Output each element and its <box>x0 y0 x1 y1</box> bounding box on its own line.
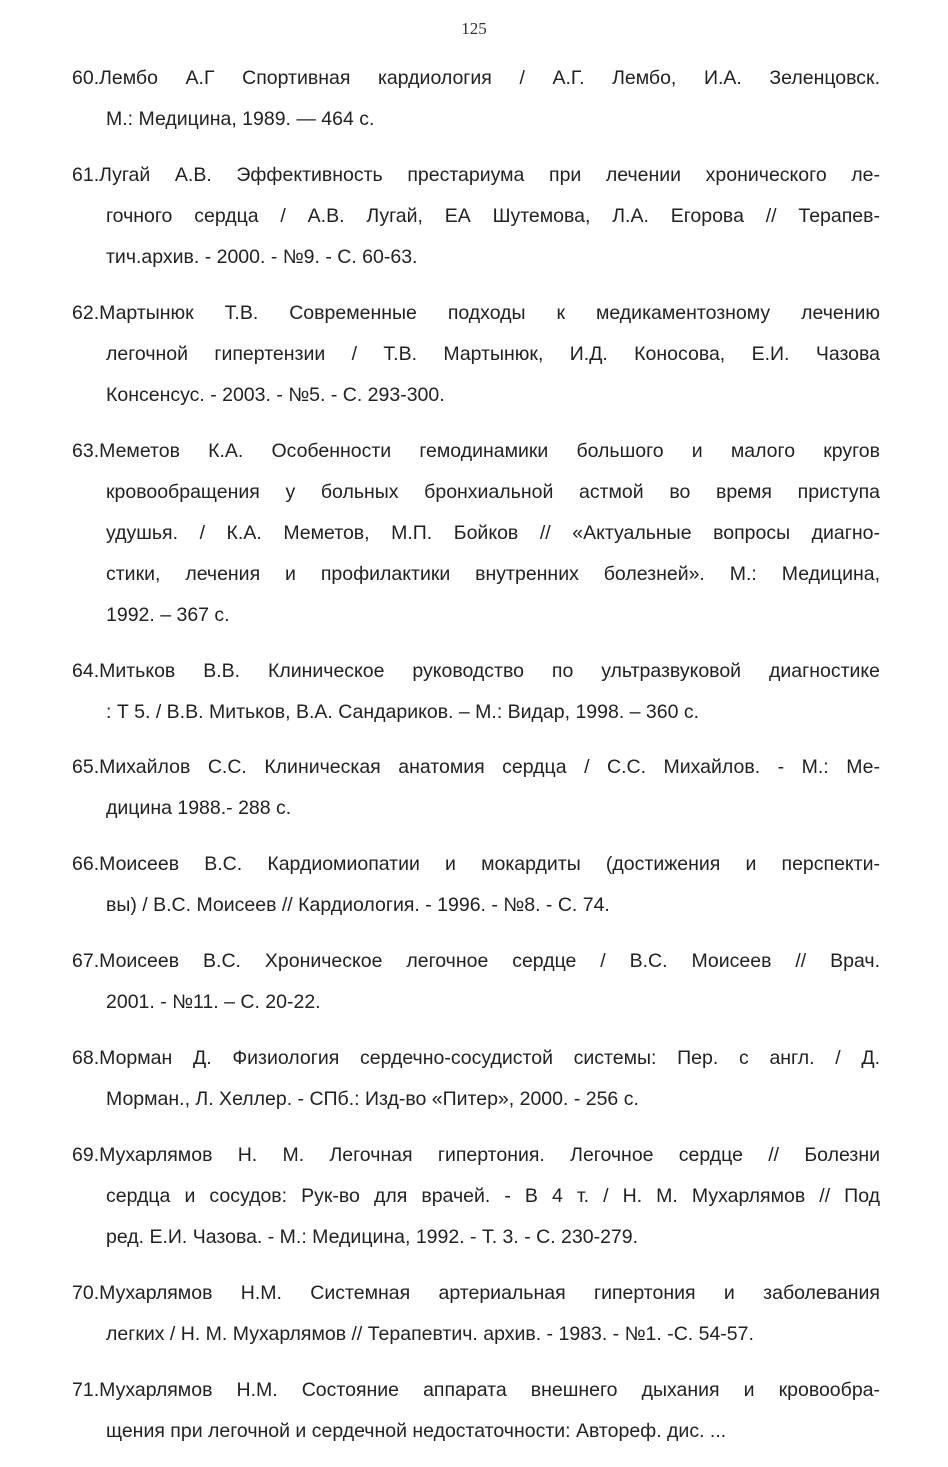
reference-line: 70.Мухарлямов Н.М. Системная артериальная гипертония и заболевания <box>72 1281 880 1304</box>
reference-line: Консенсус. - 2003. - №5. - С. 293-300. <box>106 383 445 406</box>
reference-line: 61.Лугай А.В. Эффективность престариума при лечении хронического ле- <box>72 163 880 186</box>
reference-item <box>72 941 880 1023</box>
reference-line: 69.Мухарлямов Н. М. Легочная гипертония. Легочное сердце // Болезни <box>72 1144 880 1167</box>
reference-item <box>72 431 880 636</box>
reference-item <box>72 844 880 926</box>
reference-line: сердца и сосудов: Рук-во для врачей. - В 4 т. / Н. М. Мухарлямов // Под <box>106 1185 880 1208</box>
reference-line: 71.Мухарлямов Н.М. Состояние аппарата внешнего дыхания и кровообра- <box>72 1378 880 1401</box>
reference-item <box>72 293 880 416</box>
page-number: 125 <box>461 19 487 38</box>
reference-line: 66.Моисеев В.С. Кардиомиопатии и мокардиты (достижения и перспекти- <box>72 853 880 876</box>
reference-item <box>72 1370 880 1452</box>
reference-line: щения при легочной и сердечной недостаточности: Автореф. дис. ... <box>106 1419 727 1442</box>
reference-line: удушья. / К.А. Меметов, М.П. Бойков // «Актуальные вопросы диагно- <box>106 521 880 544</box>
reference-line: 68.Морман Д. Физиология сердечно-сосудистой системы: Пер. с англ. / Д. <box>72 1047 880 1070</box>
reference-line: тич.архив. - 2000. - №9. - С. 60-63. <box>106 245 418 268</box>
reference-line: кровообращения у больных бронхиальной астмой во время приступа <box>106 480 880 503</box>
reference-item <box>72 155 880 278</box>
reference-line: Морман., Л. Хеллер. - СПб.: Изд-во «Питер», 2000. - 256 с. <box>106 1088 639 1111</box>
reference-line: легочной гипертензии / Т.В. Мартынюк, И.Д. Коносова, Е.И. Чазова <box>106 342 880 365</box>
reference-line: легких / Н. М. Мухарлямов // Терапевтич. архив. - 1983. - №1. -С. 54-57. <box>106 1322 754 1345</box>
reference-line: 2001. - №11. – С. 20-22. <box>106 991 321 1014</box>
reference-line: 67.Моисеев В.С. Хроническое легочное сердце / В.С. Моисеев // Врач. <box>72 950 880 973</box>
reference-item <box>72 651 880 733</box>
reference-item <box>72 58 880 140</box>
reference-line: вы) / В.С. Моисеев // Кардиология. - 1996. - №8. - С. 74. <box>106 894 610 917</box>
reference-line: М.: Медицина, 1989. — 464 с. <box>106 108 375 130</box>
reference-item <box>72 1273 880 1355</box>
reference-line: стики, лечения и профилактики внутренних болезней». М.: Медицина, <box>106 562 880 585</box>
reference-line: 62.Мартынюк Т.В. Современные подходы к медикаментозному лечению <box>72 301 880 324</box>
reference-item <box>72 1135 880 1258</box>
reference-line: ред. Е.И. Чазова. - М.: Медицина, 1992. - Т. 3. - С. 230-279. <box>106 1226 639 1249</box>
reference-item <box>72 747 880 829</box>
reference-line: 60.Лембо А.Г Спортивная кардиология / А.Г. Лембо, И.А. Зеленцовск. <box>72 67 880 89</box>
reference-line: 1992. – 367 с. <box>106 603 230 626</box>
reference-line: 63.Меметов К.А. Особенности гемодинамики большого и малого кругов <box>72 439 880 462</box>
reference-line: гочного сердца / А.В. Лугай, ЕА Шутемова, Л.А. Егорова // Терапев- <box>106 204 880 227</box>
reference-line: : Т 5. / В.В. Митьков, В.А. Сандариков. – М.: Видар, 1998. – 360 с. <box>106 700 700 723</box>
reference-line: 64.Митьков В.В. Клиническое руководство по ультразвуковой диагностике <box>72 659 880 682</box>
reference-item <box>72 1038 880 1120</box>
reference-line: дицина 1988.- 288 с. <box>106 797 292 820</box>
reference-list <box>72 58 880 1467</box>
reference-line: 65.Михайлов С.С. Клиническая анатомия сердца / С.С. Михайлов. - М.: Ме- <box>72 756 880 779</box>
